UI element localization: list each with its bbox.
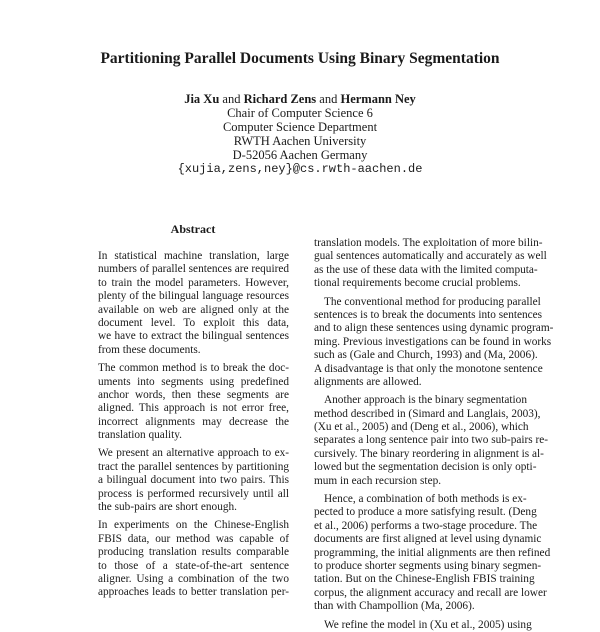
text-line: producing translation results comparable bbox=[98, 546, 289, 559]
text-line: lowed but the segmentation decision is only opti- bbox=[314, 461, 537, 474]
text-line: In statistical machine translation, large bbox=[98, 250, 289, 262]
text-line: pected to produce a more satisfying result. (Deng bbox=[314, 506, 537, 519]
paragraph bbox=[314, 618, 532, 632]
text-line: numbers of parallel sentences are required bbox=[98, 263, 290, 276]
paragraph bbox=[314, 295, 554, 390]
text-line: In experiments on the Chinese-English bbox=[98, 519, 289, 532]
text-line: Another approach is the binary segmentation bbox=[324, 394, 527, 407]
author-separator: and bbox=[222, 92, 241, 106]
text-line: process is performed recursively until all bbox=[98, 487, 289, 500]
affiliation-line: Computer Science Department bbox=[222, 120, 378, 134]
paragraph bbox=[98, 447, 289, 514]
text-line: anchor words, then these segments are bbox=[98, 388, 289, 401]
text-line: (Xu et al., 2005) and (Deng et al., 2006), which bbox=[314, 421, 529, 434]
text-line: gual sentences automatically and accurately as well bbox=[314, 250, 547, 263]
paragraph bbox=[98, 519, 289, 599]
text-line: mum in each recursion step. bbox=[314, 474, 442, 487]
text-line: programming, the initial alignments are then refined bbox=[314, 546, 551, 559]
text-line: et al., 2006) performs a two-stage procedure. The bbox=[314, 519, 538, 532]
author-name: Richard Zens bbox=[243, 92, 317, 106]
text-line: and to align these sentences using dynamic program- bbox=[314, 322, 554, 335]
text-line: The common method is to break the doc- bbox=[98, 362, 289, 375]
text-line: such as (Gale and Church, 1993) and (Ma, 2006). bbox=[314, 349, 538, 362]
text-line: approaches leads to better translation per- bbox=[98, 586, 289, 599]
text-line: than with Champollion (Ma, 2006). bbox=[314, 600, 475, 613]
text-line: aligner. Using a combination of the two bbox=[98, 572, 289, 585]
text-line: incorrect alignments may decrease the bbox=[98, 415, 289, 428]
text-line: FBIS data, our method was capable of bbox=[98, 532, 289, 545]
text-line: translation quality. bbox=[98, 429, 182, 442]
text-line: corpus, the alignment accuracy and recall are lower bbox=[314, 586, 547, 599]
text-line: the sub-pairs are short enough. bbox=[98, 501, 237, 514]
text-line: plenty of the bilingual language resources bbox=[98, 290, 289, 303]
text-line: translation models. The exploitation of more bilin- bbox=[314, 237, 543, 249]
text-line: we have to extract the bilingual sentences bbox=[98, 330, 289, 343]
text-line: document level. To exploit this data, bbox=[98, 316, 289, 329]
author-separator: and bbox=[319, 92, 338, 106]
text-line: alignments are allowed. bbox=[314, 375, 422, 388]
text-line: a bilingual document into two pairs. This bbox=[98, 474, 289, 487]
abstract-heading: Abstract bbox=[170, 222, 216, 236]
text-line: A disadvantage is that only the monotone sentence bbox=[314, 362, 543, 375]
text-line: from these documents. bbox=[98, 343, 201, 356]
text-line: separates a long sentence pair into two sub-pairs re- bbox=[314, 434, 549, 447]
paragraph bbox=[98, 250, 289, 357]
author-email: {xujia,zens,ney}@cs.rwth-aachen.de bbox=[177, 162, 423, 176]
text-line: tract the parallel sentences by partitioning bbox=[98, 460, 289, 473]
text-line: available on web are aligned only at the bbox=[98, 303, 289, 316]
text-line: documents are first aligned at level using dynamic bbox=[314, 533, 542, 546]
paragraph bbox=[314, 394, 549, 488]
text-line: to those of a state-of-the-art sentence bbox=[98, 559, 289, 572]
text-line: We present an alternative approach to ex- bbox=[98, 447, 289, 460]
author-name: Jia Xu bbox=[184, 92, 220, 106]
text-line: We refine the model in (Xu et al., 2005) using bbox=[324, 618, 532, 631]
paragraph bbox=[98, 362, 289, 442]
affiliation-line: D-52056 Aachen Germany bbox=[232, 148, 368, 162]
affiliation-line: Chair of Computer Science 6 bbox=[227, 106, 373, 120]
text-line: as the use of these data with the limited computa- bbox=[314, 263, 538, 276]
text-line: method described in (Simard and Langlais, 2003), bbox=[314, 407, 541, 420]
paragraph bbox=[314, 237, 547, 291]
text-line: The conventional method for producing parallel bbox=[324, 295, 541, 308]
text-line: tional requirements become crucial problems. bbox=[314, 277, 521, 290]
text-line: cursively. The binary reordering in alignment is al- bbox=[314, 447, 544, 460]
author-name: Hermann Ney bbox=[340, 92, 416, 106]
paragraph bbox=[314, 493, 551, 614]
text-line: to produce shorter segments using binary segmen- bbox=[314, 559, 542, 572]
author-line bbox=[0, 92, 600, 106]
affiliation-line: RWTH Aachen University bbox=[233, 134, 367, 148]
text-line: sentences is to break the documents into sentences bbox=[314, 308, 543, 321]
text-line: aligned. This approach is not error free, bbox=[98, 402, 289, 415]
text-line: tation. But on the Chinese-English FBIS training bbox=[314, 573, 535, 586]
text-line: to train the model parameters. However, bbox=[98, 276, 289, 289]
text-line: ming. Previous investigations can be found in works bbox=[314, 335, 552, 348]
left-column bbox=[98, 250, 289, 600]
right-column bbox=[314, 237, 554, 632]
paper-title: Partitioning Parallel Documents Using Binary Segmentation bbox=[100, 50, 500, 67]
text-line: uments into segments using predefined bbox=[98, 375, 289, 388]
text-line: Hence, a combination of both methods is ex- bbox=[324, 493, 527, 506]
